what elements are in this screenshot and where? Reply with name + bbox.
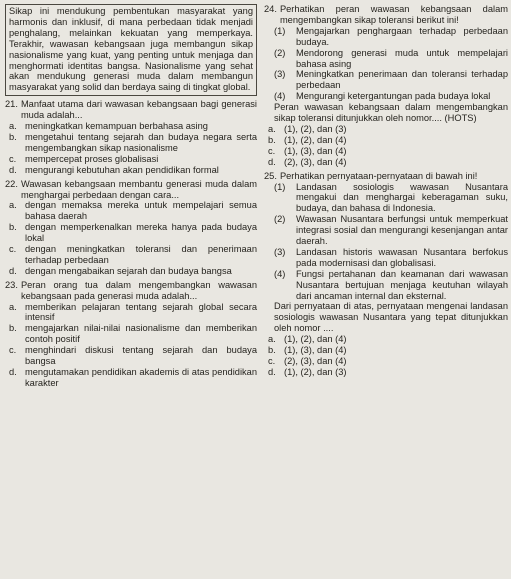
statement-number: (4)	[274, 268, 286, 279]
option-text: (1), (2), dan (3)	[284, 123, 347, 134]
question-text: Perhatikan peran wawasan kebangsaan dalam mengembangkan sikap toleransi berikut ini!	[279, 4, 508, 25]
option-text: (2), (3), dan (4)	[284, 356, 347, 366]
option-c[interactable]	[5, 154, 257, 165]
question-24	[264, 4, 508, 168]
statement-3	[264, 69, 508, 91]
statement-4	[264, 91, 508, 102]
statement-text: Mengajarkan penghargaan terhadap perbedaan budaya.	[296, 25, 508, 47]
question-stem	[5, 179, 257, 201]
statement-number: (1)	[274, 25, 286, 36]
option-letter: b.	[268, 134, 276, 145]
option-letter: d.	[9, 367, 17, 377]
question-text: Wawasan kebangsaan membantu generasi muda dalam menghargai perbedaan dengan cara...	[20, 178, 257, 200]
question-stem	[264, 4, 508, 26]
option-d[interactable]	[264, 157, 508, 168]
option-text: (1), (3), dan (4)	[284, 145, 347, 156]
option-letter: a.	[9, 301, 17, 312]
right-column	[264, 4, 508, 381]
question-stem	[5, 99, 257, 121]
option-text: dengan mengabaikan sejarah dan budaya bangsa	[25, 265, 232, 276]
option-text: mengurangi kebutuhan akan pendidikan formal	[25, 164, 219, 175]
option-text: (1), (2), dan (4)	[284, 134, 347, 145]
option-b[interactable]	[264, 345, 508, 356]
question-25	[264, 171, 508, 378]
option-text: (1), (3), dan (4)	[284, 345, 347, 356]
question-21	[5, 99, 257, 175]
option-letter: d.	[9, 164, 17, 175]
question-number: 23.	[5, 279, 18, 290]
option-a[interactable]	[5, 121, 257, 132]
option-letter: b.	[9, 131, 17, 142]
answer-prompt: Peran wawasan kebangsaan dalam mengembangkan sikap toleransi ditunjukkan oleh nomor.... (HOTS)	[274, 102, 508, 124]
reading-passage-box: Sikap ini mendukung pembentukan masyarakat yang harmonis dan inklusif, di mana perbedaan tidak menjadi penghalang, melainkan kekuatan yang memperkaya. Terakhir, wawasan kebangsaan juga membangun sikap nasionalisme yang kuat, yang penting untuk menjaga dan menghormati identitas bangsa. Nasionalisme yang sehat akan mendukung generasi muda dalam membangun masyarakat yang solid dan berdaya saing di tingkat global.	[5, 4, 257, 96]
option-c[interactable]	[264, 356, 508, 367]
option-text: menghindari diskusi tentang sejarah dan budaya bangsa	[25, 345, 257, 367]
statement-4	[264, 269, 508, 302]
question-number: 22.	[5, 178, 18, 189]
option-text: dengan memperkenalkan mereka hanya pada budaya lokal	[25, 222, 257, 244]
statement-3	[264, 247, 508, 269]
option-c[interactable]	[5, 345, 257, 367]
option-letter: b.	[9, 323, 17, 334]
option-letter: a.	[9, 200, 17, 211]
question-text: Perhatikan pernyataan-pernyataan di bawah ini!	[279, 170, 478, 181]
question-number: 21.	[5, 99, 18, 110]
option-letter: d.	[268, 156, 276, 167]
option-a[interactable]	[5, 302, 257, 324]
statement-text: Mengurangi ketergantungan pada budaya lokal	[296, 91, 491, 102]
statement-1	[264, 26, 508, 48]
option-text: (2), (3), dan (4)	[284, 156, 347, 167]
statement-number: (2)	[274, 214, 286, 225]
option-letter: c.	[9, 345, 17, 356]
question-23	[5, 280, 257, 389]
option-c[interactable]	[264, 146, 508, 157]
option-d[interactable]	[5, 367, 257, 389]
left-column	[5, 4, 257, 392]
option-letter: a.	[268, 334, 276, 345]
statement-number: (3)	[274, 246, 286, 257]
statement-1	[264, 182, 508, 215]
option-text: memberikan pelajaran tentang sejarah global secara intensif	[25, 301, 257, 323]
question-22	[5, 179, 257, 277]
option-a[interactable]	[264, 124, 508, 135]
question-text: Peran orang tua dalam mengembangkan wawasan kebangsaan pada generasi muda adalah...	[20, 279, 257, 301]
option-letter: c.	[9, 153, 17, 164]
statement-2	[264, 214, 508, 247]
option-b[interactable]	[264, 135, 508, 146]
option-text: meningkatkan kemampuan berbahasa asing	[25, 121, 208, 132]
option-letter: c.	[268, 145, 276, 156]
option-b[interactable]	[5, 132, 257, 154]
option-text: mengajarkan nilai-nilai nasionalisme dan memberikan contoh positif	[25, 323, 257, 345]
option-a[interactable]	[264, 334, 508, 345]
question-number: 24.	[264, 4, 277, 14]
statement-number: (2)	[274, 47, 286, 58]
statement-number: (4)	[274, 91, 286, 102]
answer-prompt: Dari pernyataan di atas, pernyataan mengenai landasan sosiologis wawasan Nusantara yang tepat ditunjukkan oleh nomor ....	[274, 301, 508, 334]
option-letter: b.	[268, 345, 276, 356]
option-text: mengutamakan pendidikan akademis di atas pendidikan karakter	[25, 367, 257, 388]
statement-number: (1)	[274, 181, 286, 192]
statement-text: Landasan sosiologis wawasan Nusantara mengakui dan menghargai keberagaman suku, budaya, dan bahasa di Indonesia.	[296, 181, 508, 214]
statement-text: Meningkatkan penerimaan dan toleransi terhadap perbedaan	[296, 69, 508, 91]
option-letter: c.	[268, 356, 276, 366]
statement-text: Wawasan Nusantara berfungsi untuk memperkuat integrasi sosial dan mengurangi kesenjangan antar daerah.	[296, 214, 508, 247]
option-b[interactable]	[5, 222, 257, 244]
statement-text: Mendorong generasi muda untuk mempelajari bahasa asing	[296, 47, 508, 69]
statement-text: Landasan historis wawasan Nusantara berfokus pada modernisasi dan globalisasi.	[296, 246, 508, 268]
option-c[interactable]	[5, 244, 257, 266]
option-letter: d.	[268, 366, 276, 377]
option-letter: a.	[268, 123, 276, 134]
statement-2	[264, 48, 508, 70]
option-d[interactable]	[264, 367, 508, 378]
option-d[interactable]	[5, 165, 257, 176]
question-text: Manfaat utama dari wawasan kebangsaan bagi generasi muda adalah...	[20, 99, 257, 121]
question-number: 25.	[264, 170, 277, 181]
option-letter: b.	[9, 222, 17, 233]
option-letter: d.	[9, 265, 17, 276]
option-b[interactable]	[5, 323, 257, 345]
statement-number: (3)	[274, 69, 286, 80]
option-text: mengetahui tentang sejarah dan budaya negara serta mengembangkan sikap nasionalisme	[25, 131, 257, 153]
option-letter: a.	[9, 121, 17, 132]
option-text: dengan memaksa mereka untuk mempelajari semua bahasa daerah	[25, 200, 257, 222]
option-text: mempercepat proses globalisasi	[25, 153, 159, 164]
question-stem	[5, 280, 257, 302]
option-text: (1), (2), dan (3)	[284, 366, 347, 377]
option-letter: c.	[9, 244, 17, 255]
option-d[interactable]	[5, 266, 257, 277]
option-a[interactable]	[5, 200, 257, 222]
option-text: (1), (2), dan (4)	[284, 334, 347, 345]
statement-text: Fungsi pertahanan dan keamanan dari wawasan Nusantara bertujuan menjaga keutuhan wilayah dari ancaman internal dan eksternal.	[296, 268, 508, 301]
option-text: dengan meningkatkan toleransi dan penerimaan terhadap perbedaan	[25, 244, 257, 265]
question-stem	[264, 171, 508, 182]
